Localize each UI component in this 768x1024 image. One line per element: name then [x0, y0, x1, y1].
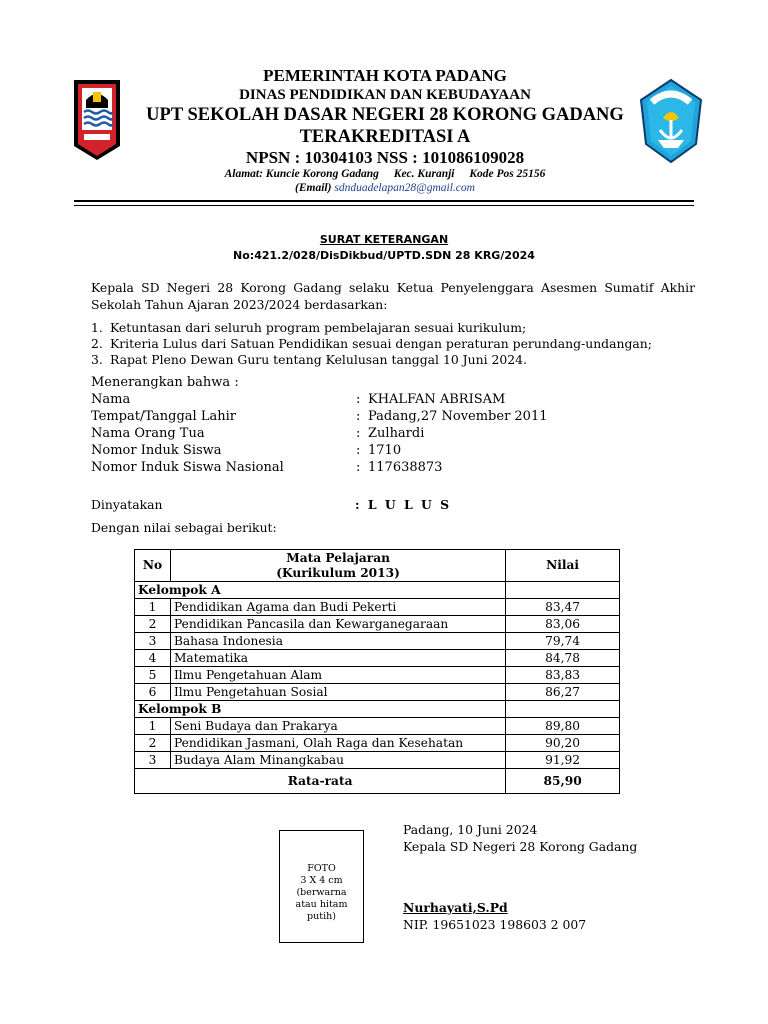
signature-position: Kepala SD Negeri 28 Korong Gadang: [403, 839, 638, 854]
graduation-status: [91, 497, 452, 512]
average-row: Rata-rata 85,90: [135, 769, 620, 794]
status-value: : L U L U S: [355, 497, 452, 512]
letterhead-rule-thick: [74, 200, 694, 202]
letterhead-department: DINAS PENDIDIKAN DAN KEBUDAYAAN: [239, 87, 531, 103]
status-label: Dinyatakan: [91, 497, 163, 512]
table-row: 6 Ilmu Pengetahuan Sosial 86,27: [135, 684, 620, 701]
list-item: 3. Rapat Pleno Dewan Guru tentang Kelulusan tanggal 10 Juni 2024.: [91, 352, 527, 367]
address-postal-code: Kode Pos 25156: [469, 168, 546, 180]
letter-number: No:421.2/028/DisDikbud/UPTD.SDN 28 KRG/2024: [233, 249, 535, 262]
letterhead-school-name: UPT SEKOLAH DASAR NEGERI 28 KORONG GADANG: [146, 105, 624, 125]
letterhead-government: PEMERINTAH KOTA PADANG: [263, 66, 507, 85]
letter-title: SURAT KETERANGAN: [319, 233, 449, 246]
letter-intro: Kepala SD Negeri 28 Korong Gadang selaku Ketua Penyelenggara Asesmen Sumatif Akhir Sekolah Tahun Ajaran 2023/2024 berdasarkan:: [91, 280, 695, 312]
table-row: 5 Ilmu Pengetahuan Alam 83,83: [135, 667, 620, 684]
table-row: 3 Budaya Alam Minangkabau 91,92: [135, 752, 620, 769]
signature-nip: NIP. 19651023 198603 2 007: [403, 917, 587, 932]
signature-place-date: Padang, 10 Juni 2024: [403, 822, 538, 837]
list-item: 1. Ketuntasan dari seluruh program pembelajaran sesuai kurikulum;: [91, 320, 527, 335]
table-row: 1 Seni Budaya dan Prakarya 89,80: [135, 718, 620, 735]
grades-table: [134, 549, 620, 794]
table-row: 3 Bahasa Indonesia 79,74: [135, 633, 620, 650]
address-street: Alamat: Kuncie Korong Gadang: [224, 168, 379, 180]
email-label: (Email): [295, 182, 332, 194]
letterhead-rule-thin: [74, 205, 694, 206]
email-value: sdnduadelapan28@gmail.com: [334, 182, 475, 194]
table-header-row: [135, 550, 620, 582]
basis-list: [91, 320, 652, 368]
header-subject: Mata Pelajaran (Kurikulum 2013): [170, 550, 505, 582]
city-emblem-logo: [72, 78, 122, 162]
table-row: 2 Pendidikan Jasmani, Olah Raga dan Kesehatan 90,20: [135, 735, 620, 752]
signature-name: Nurhayati,S.Pd: [403, 900, 508, 915]
group-row: Kelompok B: [135, 701, 620, 718]
table-row: 1 Pendidikan Agama dan Budi Pekerti 83,47: [135, 599, 620, 616]
table-row: 2 Pendidikan Pancasila dan Kewarganegaraan 83,06: [135, 616, 620, 633]
letterhead-email: [130, 182, 640, 194]
letterhead-address: [130, 168, 640, 180]
group-row: Kelompok A: [135, 582, 620, 599]
header-grade: Nilai: [506, 550, 620, 582]
grades-intro: Dengan nilai sebagai berikut:: [91, 520, 277, 535]
table-row: 4 Matematika 84,78: [135, 650, 620, 667]
tut-wuri-handayani-logo: [638, 78, 704, 164]
address-district: Kec. Kuranji: [393, 168, 455, 180]
photo-placeholder: FOTO 3 X 4 cm (berwarna atau hitam putih): [279, 830, 364, 943]
signature-block: [403, 821, 637, 855]
header-no: No: [135, 550, 171, 582]
letterhead-accreditation: TERAKREDITASI A: [299, 127, 471, 147]
list-item: 2. Kriteria Lulus dari Satuan Pendidikan sesuai dengan peraturan perundang-undangan;: [91, 336, 652, 351]
letterhead-npsn: NPSN : 10304103 NSS : 101086109028: [245, 148, 525, 167]
